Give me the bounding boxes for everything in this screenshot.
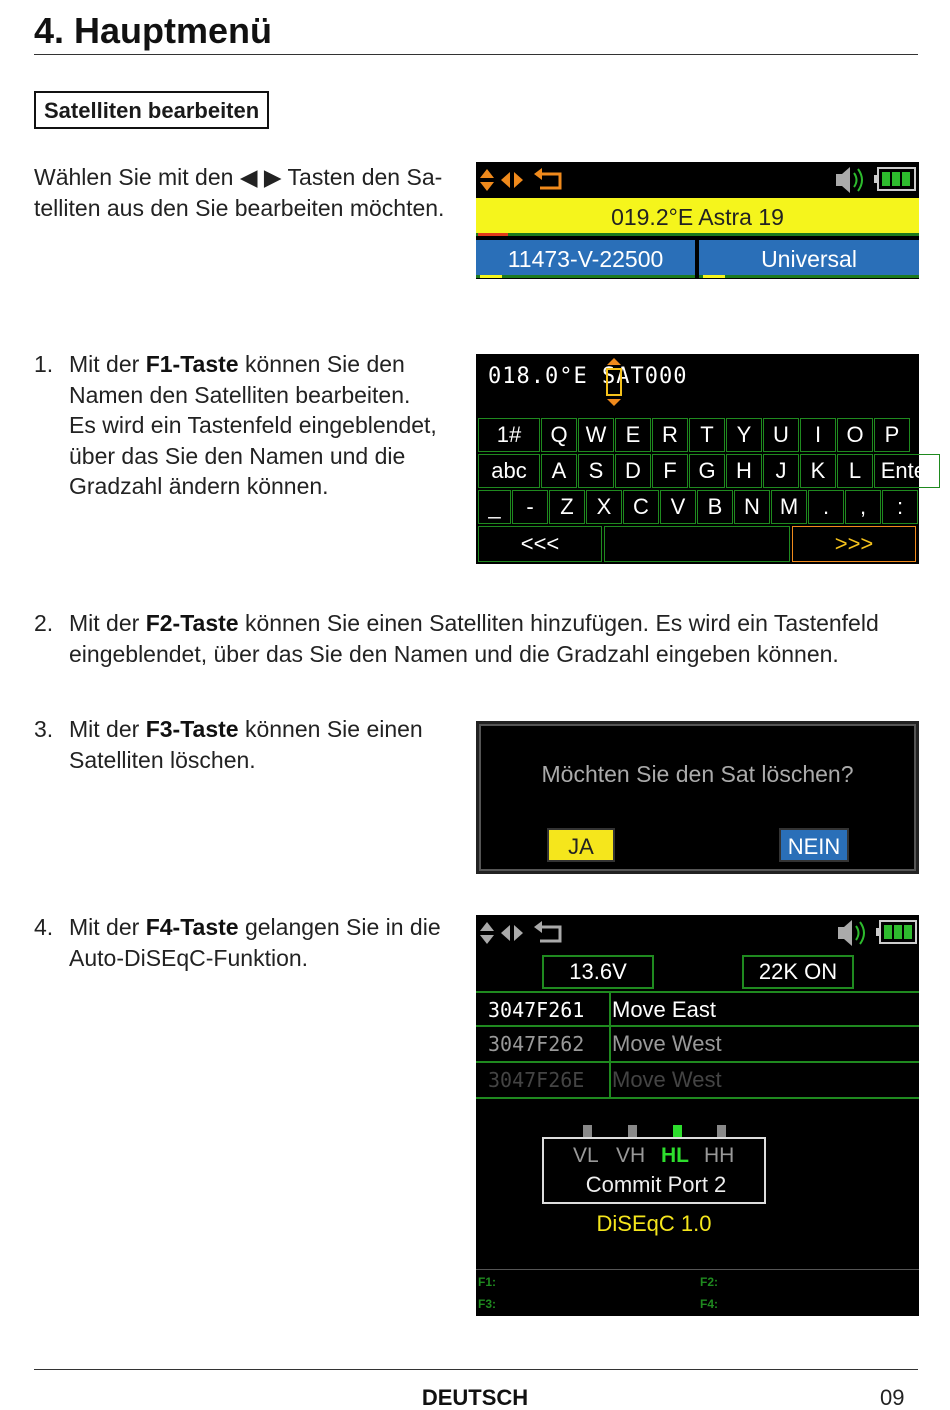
caret-down-icon — [607, 399, 621, 406]
keyboard-key[interactable]: X — [586, 490, 622, 524]
keyboard-key[interactable]: A — [541, 454, 577, 488]
port-label-hl: HL — [661, 1144, 689, 1167]
keyboard-key[interactable]: Enter — [874, 454, 940, 488]
speaker-icon — [836, 167, 862, 193]
page-title: 4. Hauptmenü — [34, 10, 273, 51]
battery-icon — [874, 168, 915, 190]
keyboard-key[interactable]: - — [512, 490, 548, 524]
port-label-vl: VL — [573, 1144, 599, 1167]
keyboard-key[interactable]: U — [763, 418, 799, 452]
port-indicator-active — [673, 1125, 682, 1137]
voltage-readout: 13.6V — [542, 955, 654, 989]
keyboard-key[interactable]: W — [578, 418, 614, 452]
keyboard-key[interactable]: H — [726, 454, 762, 488]
keyboard-key[interactable]: J — [763, 454, 799, 488]
keyboard-key[interactable]: C — [623, 490, 659, 524]
keyboard-key[interactable]: I — [800, 418, 836, 452]
keyboard-key[interactable]: 1# — [478, 418, 540, 452]
keyboard-key[interactable]: N — [734, 490, 770, 524]
item-2-number: 2. — [34, 610, 54, 636]
keyboard-key[interactable]: K — [800, 454, 836, 488]
satellite-name-bar[interactable] — [476, 198, 919, 236]
diseqc-version: DiSEqC 1.0 — [596, 1211, 712, 1236]
keyboard-key[interactable]: Y — [726, 418, 762, 452]
port-label-hh: HH — [704, 1144, 735, 1167]
f2-key-label: F2-Taste — [145, 610, 239, 636]
delete-confirm-dialog — [476, 721, 919, 874]
section-heading: Satelliten bearbeiten — [34, 91, 269, 129]
keyboard-key[interactable]: M — [771, 490, 807, 524]
keyboard-key[interactable]: F — [652, 454, 688, 488]
keyboard-nav-left[interactable]: <<< — [478, 526, 602, 562]
lnb-cell[interactable] — [699, 240, 919, 278]
item-1-text: Mit der F1-Taste können Sie den Namen den Satelliten bearbeiten. Es wird ein Tastenfeld eingeblendet, über das Sie den Namen und die Gradzahl ändern können. — [69, 351, 437, 499]
title-divider — [34, 54, 918, 55]
port-indicator — [717, 1125, 726, 1137]
keyboard-key[interactable]: , — [845, 490, 881, 524]
commit-port-label: Commit Port 2 — [585, 1172, 727, 1197]
item-4-number: 4. — [34, 914, 54, 940]
f3-key-label: F3-Taste — [145, 716, 239, 742]
intro-line-2: telliten aus den Sie bearbeiten möchten. — [34, 194, 445, 221]
f2-label: F2: — [700, 1275, 718, 1289]
keyboard-key[interactable]: L — [837, 454, 873, 488]
text-cursor — [606, 368, 622, 396]
keyboard-spacebar[interactable] — [604, 526, 790, 562]
nav-arrows-icon — [480, 922, 523, 944]
keyboard-key[interactable]: . — [808, 490, 844, 524]
command-row[interactable]: 3047F262 Move West — [476, 1027, 919, 1063]
back-icon — [534, 168, 560, 188]
keyboard-key[interactable]: V — [660, 490, 696, 524]
speaker-icon — [838, 920, 864, 946]
keyboard-screen — [476, 354, 934, 564]
keyboard-key[interactable]: B — [697, 490, 733, 524]
tone-readout: 22K ON — [742, 955, 854, 989]
keyboard-key[interactable]: R — [652, 418, 688, 452]
command-row[interactable]: 3047F26E Move West — [476, 1063, 919, 1099]
f1-key-label: F1-Taste — [145, 351, 239, 377]
name-edit-field[interactable]: 018.0°E SAT000 — [488, 364, 688, 389]
footer-language: DEUTSCH — [421, 1385, 529, 1410]
command-row[interactable]: 3047F261 Move East — [476, 991, 919, 1027]
f3-label: F3: — [478, 1297, 496, 1311]
item-1-number: 1. — [34, 351, 54, 377]
port-label-vh: VH — [616, 1144, 646, 1167]
f4-key-label: F4-Taste — [145, 914, 239, 940]
keyboard-key[interactable]: O — [837, 418, 873, 452]
status-bar — [476, 162, 919, 198]
keyboard-key[interactable]: D — [615, 454, 651, 488]
transponder-cell[interactable] — [476, 240, 695, 278]
auto-diseqc-screen — [476, 915, 919, 1316]
keyboard-key[interactable]: P — [874, 418, 910, 452]
keyboard-key[interactable]: S — [578, 454, 614, 488]
keyboard-key[interactable]: _ — [478, 490, 511, 524]
page-number: 09 — [880, 1385, 905, 1410]
item-2-text: Mit der F2-Taste können Sie einen Satelliten hinzufügen. Es wird ein Tastenfeld eingeblendet, über das Sie den Namen und die Gradzahl eingeben können. — [69, 610, 879, 667]
keyboard-key[interactable]: Q — [541, 418, 577, 452]
footer-divider — [34, 1369, 918, 1370]
keyboard-key[interactable]: : — [882, 490, 918, 524]
item-3-number: 3. — [34, 716, 54, 742]
keyboard-key[interactable]: T — [689, 418, 725, 452]
dialog-question: Möchten Sie den Sat löschen? — [541, 761, 854, 787]
keyboard-nav-right[interactable]: >>> — [792, 526, 916, 562]
battery-icon — [876, 921, 916, 943]
f1-label: F1: — [478, 1275, 496, 1289]
back-icon — [534, 921, 560, 941]
keyboard-key[interactable]: G — [689, 454, 725, 488]
item-4-text: Mit der F4-Taste gelangen Sie in die Auto-DiSEqC-Funktion. — [69, 914, 441, 971]
transponder-value: 11473-V-22500 — [507, 246, 664, 272]
f4-label: F4: — [700, 1297, 718, 1311]
port-indicator — [628, 1125, 637, 1137]
lnb-value: Universal — [761, 246, 857, 272]
no-button[interactable]: NEIN — [779, 828, 849, 862]
port-indicator — [583, 1125, 592, 1137]
keyboard-key[interactable]: Z — [549, 490, 585, 524]
keyboard-key[interactable]: E — [615, 418, 651, 452]
intro-text — [34, 162, 464, 223]
yes-button[interactable]: JA — [547, 828, 615, 862]
caret-up-icon — [607, 358, 621, 365]
status-bar — [476, 915, 919, 951]
nav-arrows-icon — [480, 169, 523, 191]
keyboard-key[interactable]: abc — [478, 454, 540, 488]
item-3-text: Mit der F3-Taste können Sie einen Satelliten löschen. — [69, 716, 423, 773]
satellite-name: 019.2°E Astra 19 — [611, 204, 784, 230]
satellite-select-screen — [476, 162, 919, 279]
intro-line-1: Wählen Sie mit den ◀ ▶ Tasten den Sa- — [34, 164, 443, 190]
